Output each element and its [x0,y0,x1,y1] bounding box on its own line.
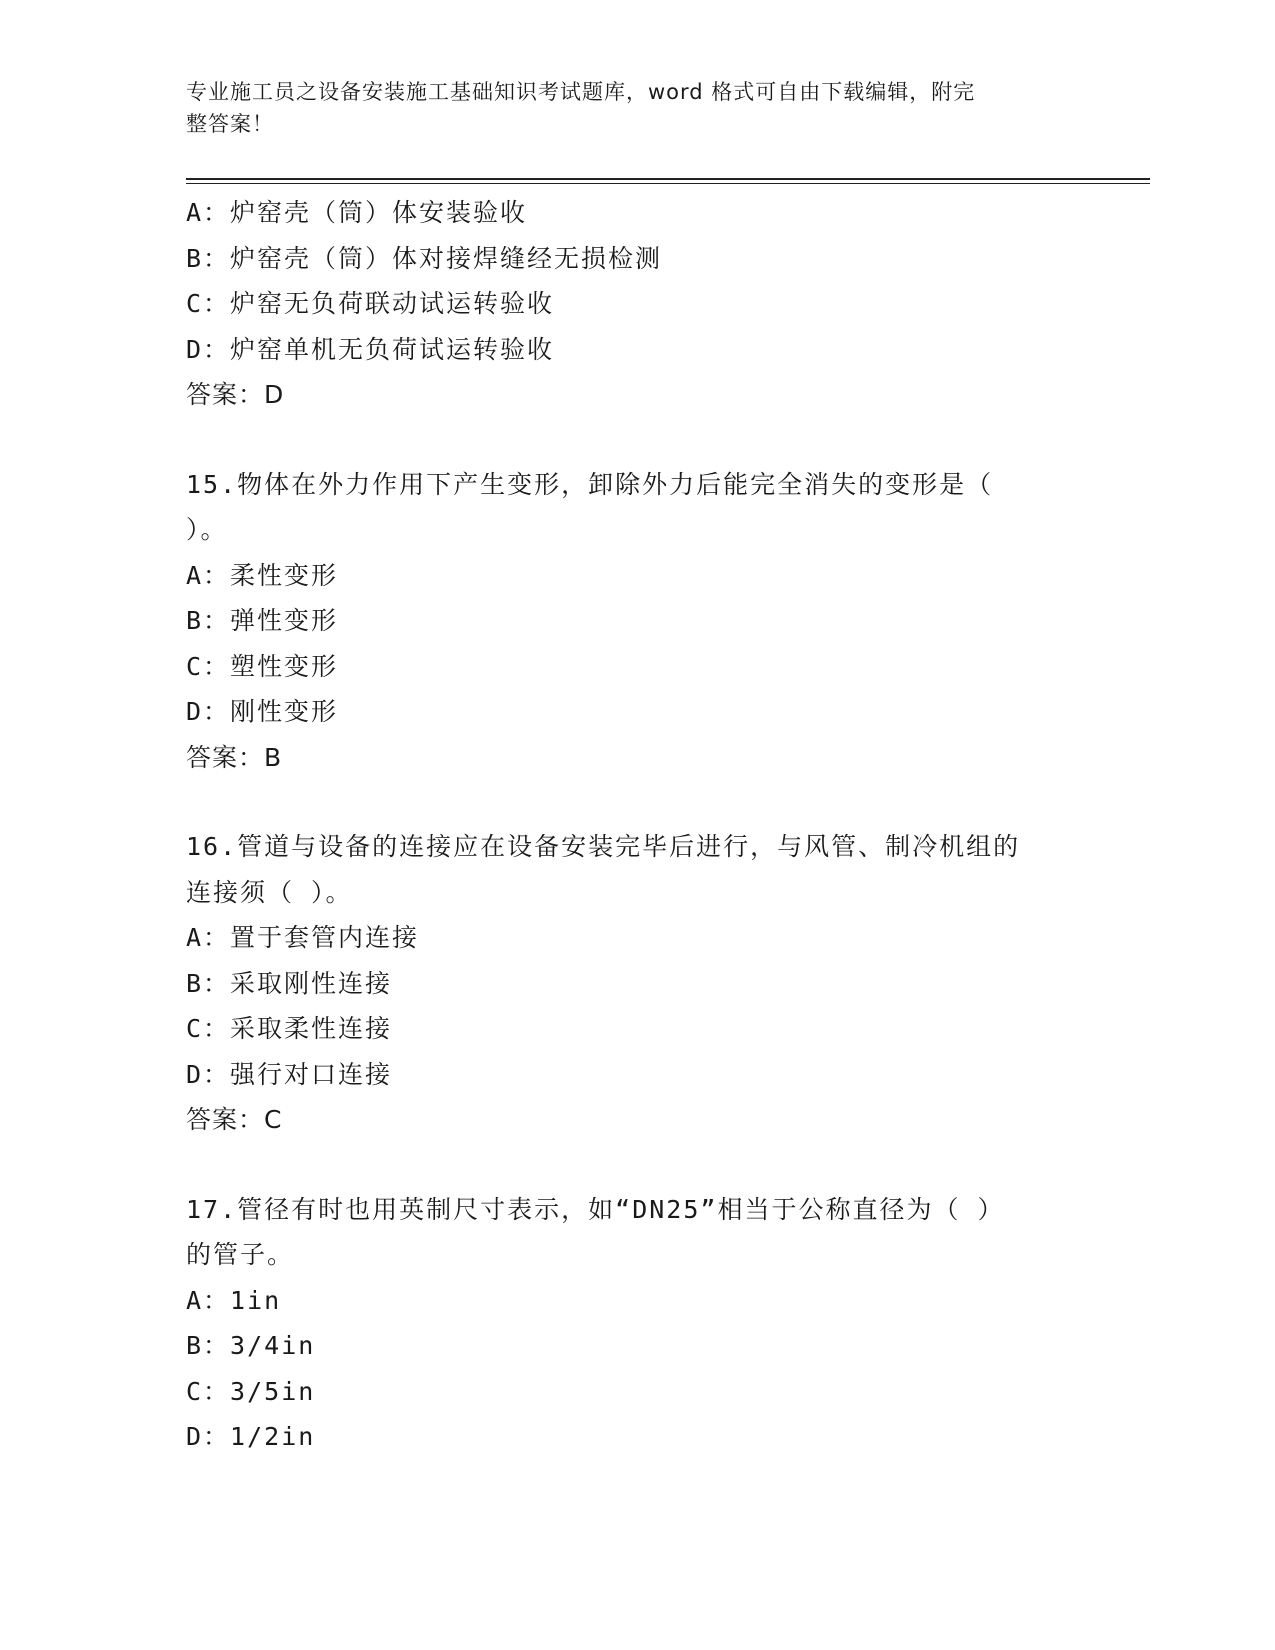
question-stem-line-1: 17.管径有时也用英制尺寸表示，如“DN25”相当于公称直径为（ ） [186,1194,1005,1224]
option-d: D：强行对口连接 [186,1059,393,1089]
document-header [186,76,1066,140]
option-a: A：置于套管内连接 [186,923,420,952]
option-a: A：柔性变形 [186,560,339,590]
option-d: D：1/2in [186,1422,316,1451]
question-17 [186,1187,1086,1460]
question-15 [186,462,1086,781]
question-stem-line-2: 的管子。 [186,1240,295,1269]
option-c: C：炉窑无负荷联动试运转验收 [186,289,555,318]
option-d: D：刚性变形 [186,697,339,726]
header-line-2: 整答案！ [186,112,274,136]
header-rule-thick [186,178,1150,180]
option-b: B：炉窑壳（筒）体对接焊缝经无损检测 [186,243,663,273]
header-line-1: 专业施工员之设备安装施工基础知识考试题库，word 格式可自由下载编辑，附完 [186,80,976,104]
answer: 答案：B [186,742,283,772]
option-c: C：3/5in [186,1376,316,1406]
question-stem-line-1: 15.物体在外力作用下产生变形，卸除外力后能完全消失的变形是（ [186,469,994,499]
option-a: A：1in [186,1285,282,1315]
question-stem-line-2: 连接须（ ）。 [186,877,353,907]
question-14 [186,190,1086,418]
option-a: A：炉窑壳（筒）体安装验收 [186,198,528,227]
option-b: B：采取刚性连接 [186,968,393,998]
option-b: B：弹性变形 [186,606,339,635]
answer: 答案：C [186,1105,283,1134]
question-16 [186,824,1086,1143]
question-list [186,190,1086,1460]
answer: 答案：D [186,380,285,409]
option-c: C：塑性变形 [186,651,339,681]
header-rule-thin [186,183,1150,184]
question-stem-line-1: 16.管道与设备的连接应在设备安装完毕后进行，与风管、制冷机组的 [186,832,1021,861]
question-stem-line-2: ）。 [186,515,228,544]
option-b: B：3/4in [186,1331,316,1360]
option-d: D：炉窑单机无负荷试运转验收 [186,334,555,364]
option-c: C：采取柔性连接 [186,1014,393,1043]
